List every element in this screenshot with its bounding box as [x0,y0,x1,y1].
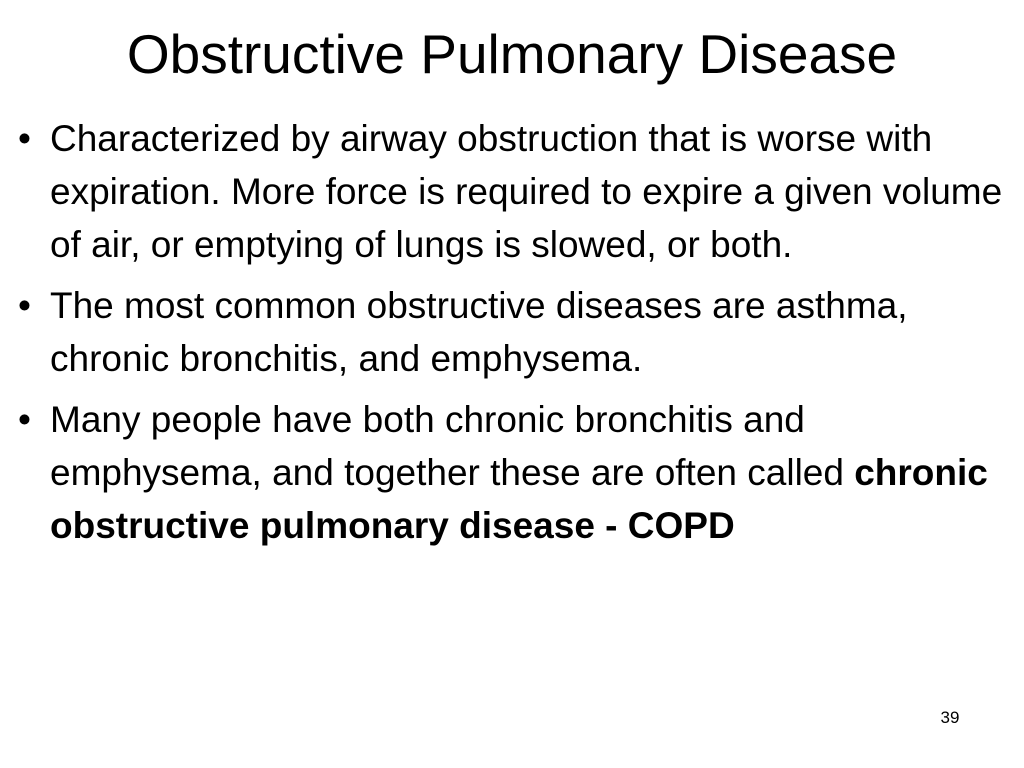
copd-term: chronic obstructive pulmonary disease - COPD [50,452,988,546]
page-number: 39 [940,708,960,727]
bullet-icon: • [18,118,31,159]
bullet-list [18,112,1008,560]
bullet-icon: • [18,399,31,440]
bullet-text-copd [50,393,1008,552]
bullet-item-common-diseases [18,279,1008,385]
bullet-text: Characterized by airway obstruction that is worse with expiration. More force is required to expire a given volume of air, or emptying of lungs is slowed, or both. [50,118,1003,265]
bullet-text: The most common obstructive diseases are asthma, chronic bronchitis, and emphysema. [50,285,908,379]
bullet-item-airway-obstruction [18,112,1008,271]
bullet-item-copd [18,393,1008,552]
slide-title: Obstructive Pulmonary Disease [126,23,898,85]
bullet-copd-intro-text: Many people have both chronic bronchitis and emphysema, and together these are often called [50,399,855,493]
bullet-icon: • [18,285,31,326]
